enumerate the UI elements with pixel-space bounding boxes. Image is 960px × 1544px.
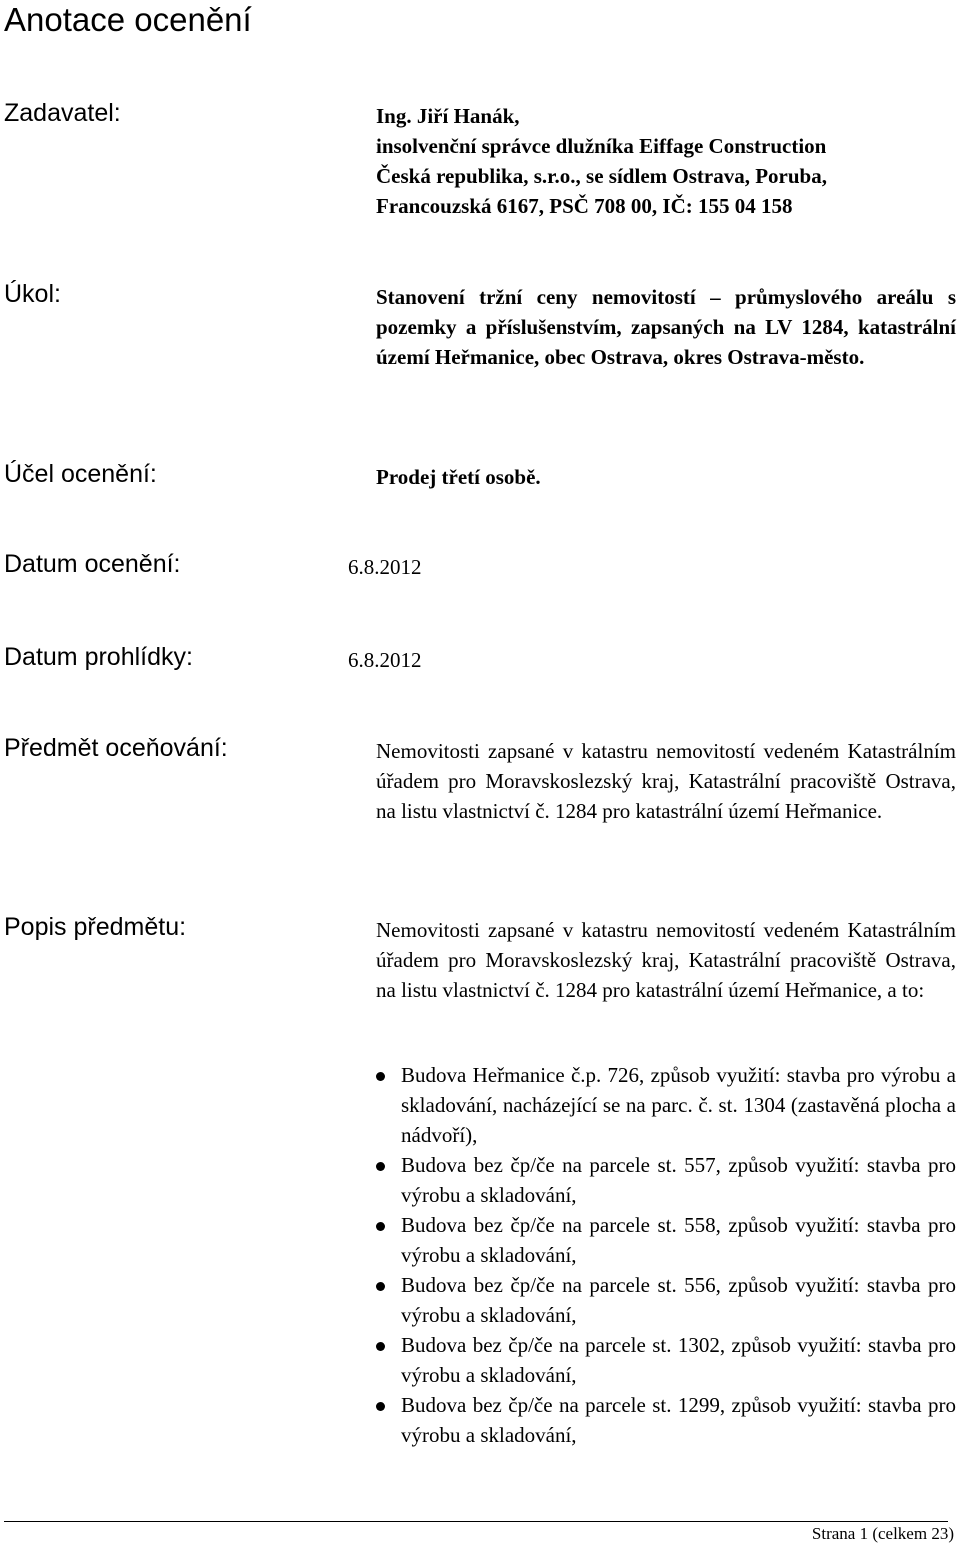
page-title: Anotace ocenění [4, 1, 252, 38]
ukol-value: Stanovení tržní ceny nemovitostí – průmyslového areálu s pozemky a příslušenstvím, zapsaných na LV 1284, katastrální území Heřmanice, obec Ostrava, okres Ostrava-město. [376, 285, 956, 369]
datum-prohlidky-value: 6.8.2012 [348, 648, 422, 672]
bullet-icon [376, 1282, 385, 1291]
datum-oceneni-value: 6.8.2012 [348, 555, 422, 579]
list-item-text: Budova bez čp/če na parcele st. 557, způsob využití: stavba pro výrobu a skladování, [401, 1153, 956, 1207]
list-item [376, 1270, 956, 1330]
zadavatel-line: Francouzská 6167, PSČ 708 00, IČ: 155 04 158 [376, 194, 793, 218]
bullet-icon [376, 1222, 385, 1231]
footer-divider [4, 1521, 948, 1522]
popis-label: Popis předmětu: [4, 913, 187, 941]
zadavatel-line: insolvenční správce dlužníka Eiffage Construction [376, 134, 827, 158]
ucel-value: Prodej třetí osobě. [376, 465, 541, 489]
page-number: Strana 1 (celkem 23) [811, 1524, 954, 1543]
list-item [376, 1390, 956, 1450]
zadavatel-line: Česká republika, s.r.o., se sídlem Ostrava, Poruba, [376, 164, 827, 188]
list-item [376, 1150, 956, 1210]
ukol-label: Úkol: [4, 280, 61, 308]
list-item-text: Budova bez čp/če na parcele st. 556, způsob využití: stavba pro výrobu a skladování, [401, 1273, 956, 1327]
bullet-icon [376, 1402, 385, 1411]
zadavatel-value [376, 101, 956, 221]
datum-prohlidky-label: Datum prohlídky: [4, 643, 193, 671]
zadavatel-label: Zadavatel: [4, 99, 121, 127]
list-item-text: Budova Heřmanice č.p. 726, způsob využití: stavba pro výrobu a skladování, nacházející se na parc. č. st. 1304 (zastavěná plocha a nádvoří), [401, 1063, 956, 1147]
list-item-text: Budova bez čp/če na parcele st. 558, způsob využití: stavba pro výrobu a skladování, [401, 1213, 956, 1267]
bullet-icon [376, 1342, 385, 1351]
zadavatel-line: Ing. Jiří Hanák, [376, 104, 520, 128]
predmet-label: Předmět oceňování: [4, 734, 228, 762]
list-item [376, 1210, 956, 1270]
bullet-icon [376, 1162, 385, 1171]
list-item-text: Budova bez čp/če na parcele st. 1299, způsob využití: stavba pro výrobu a skladování, [401, 1393, 956, 1447]
popis-building-list [376, 1060, 956, 1450]
predmet-value: Nemovitosti zapsané v katastru nemovitostí vedeném Katastrálním úřadem pro Moravskoslezský kraj, Katastrální pracoviště Ostrava, na listu vlastnictví č. 1284 pro katastrální území Heřmanice. [376, 739, 956, 823]
list-item-text: Budova bez čp/če na parcele st. 1302, způsob využití: stavba pro výrobu a skladování, [401, 1333, 956, 1387]
list-item [376, 1060, 956, 1150]
list-item [376, 1330, 956, 1390]
popis-value: Nemovitosti zapsané v katastru nemovitostí vedeném Katastrálním úřadem pro Moravskoslezský kraj, Katastrální pracoviště Ostrava, na listu vlastnictví č. 1284 pro katastrální území Heřmanice, a to: [376, 918, 956, 1002]
bullet-icon [376, 1072, 385, 1081]
ucel-label: Účel ocenění: [4, 460, 157, 488]
datum-oceneni-label: Datum ocenění: [4, 550, 181, 578]
